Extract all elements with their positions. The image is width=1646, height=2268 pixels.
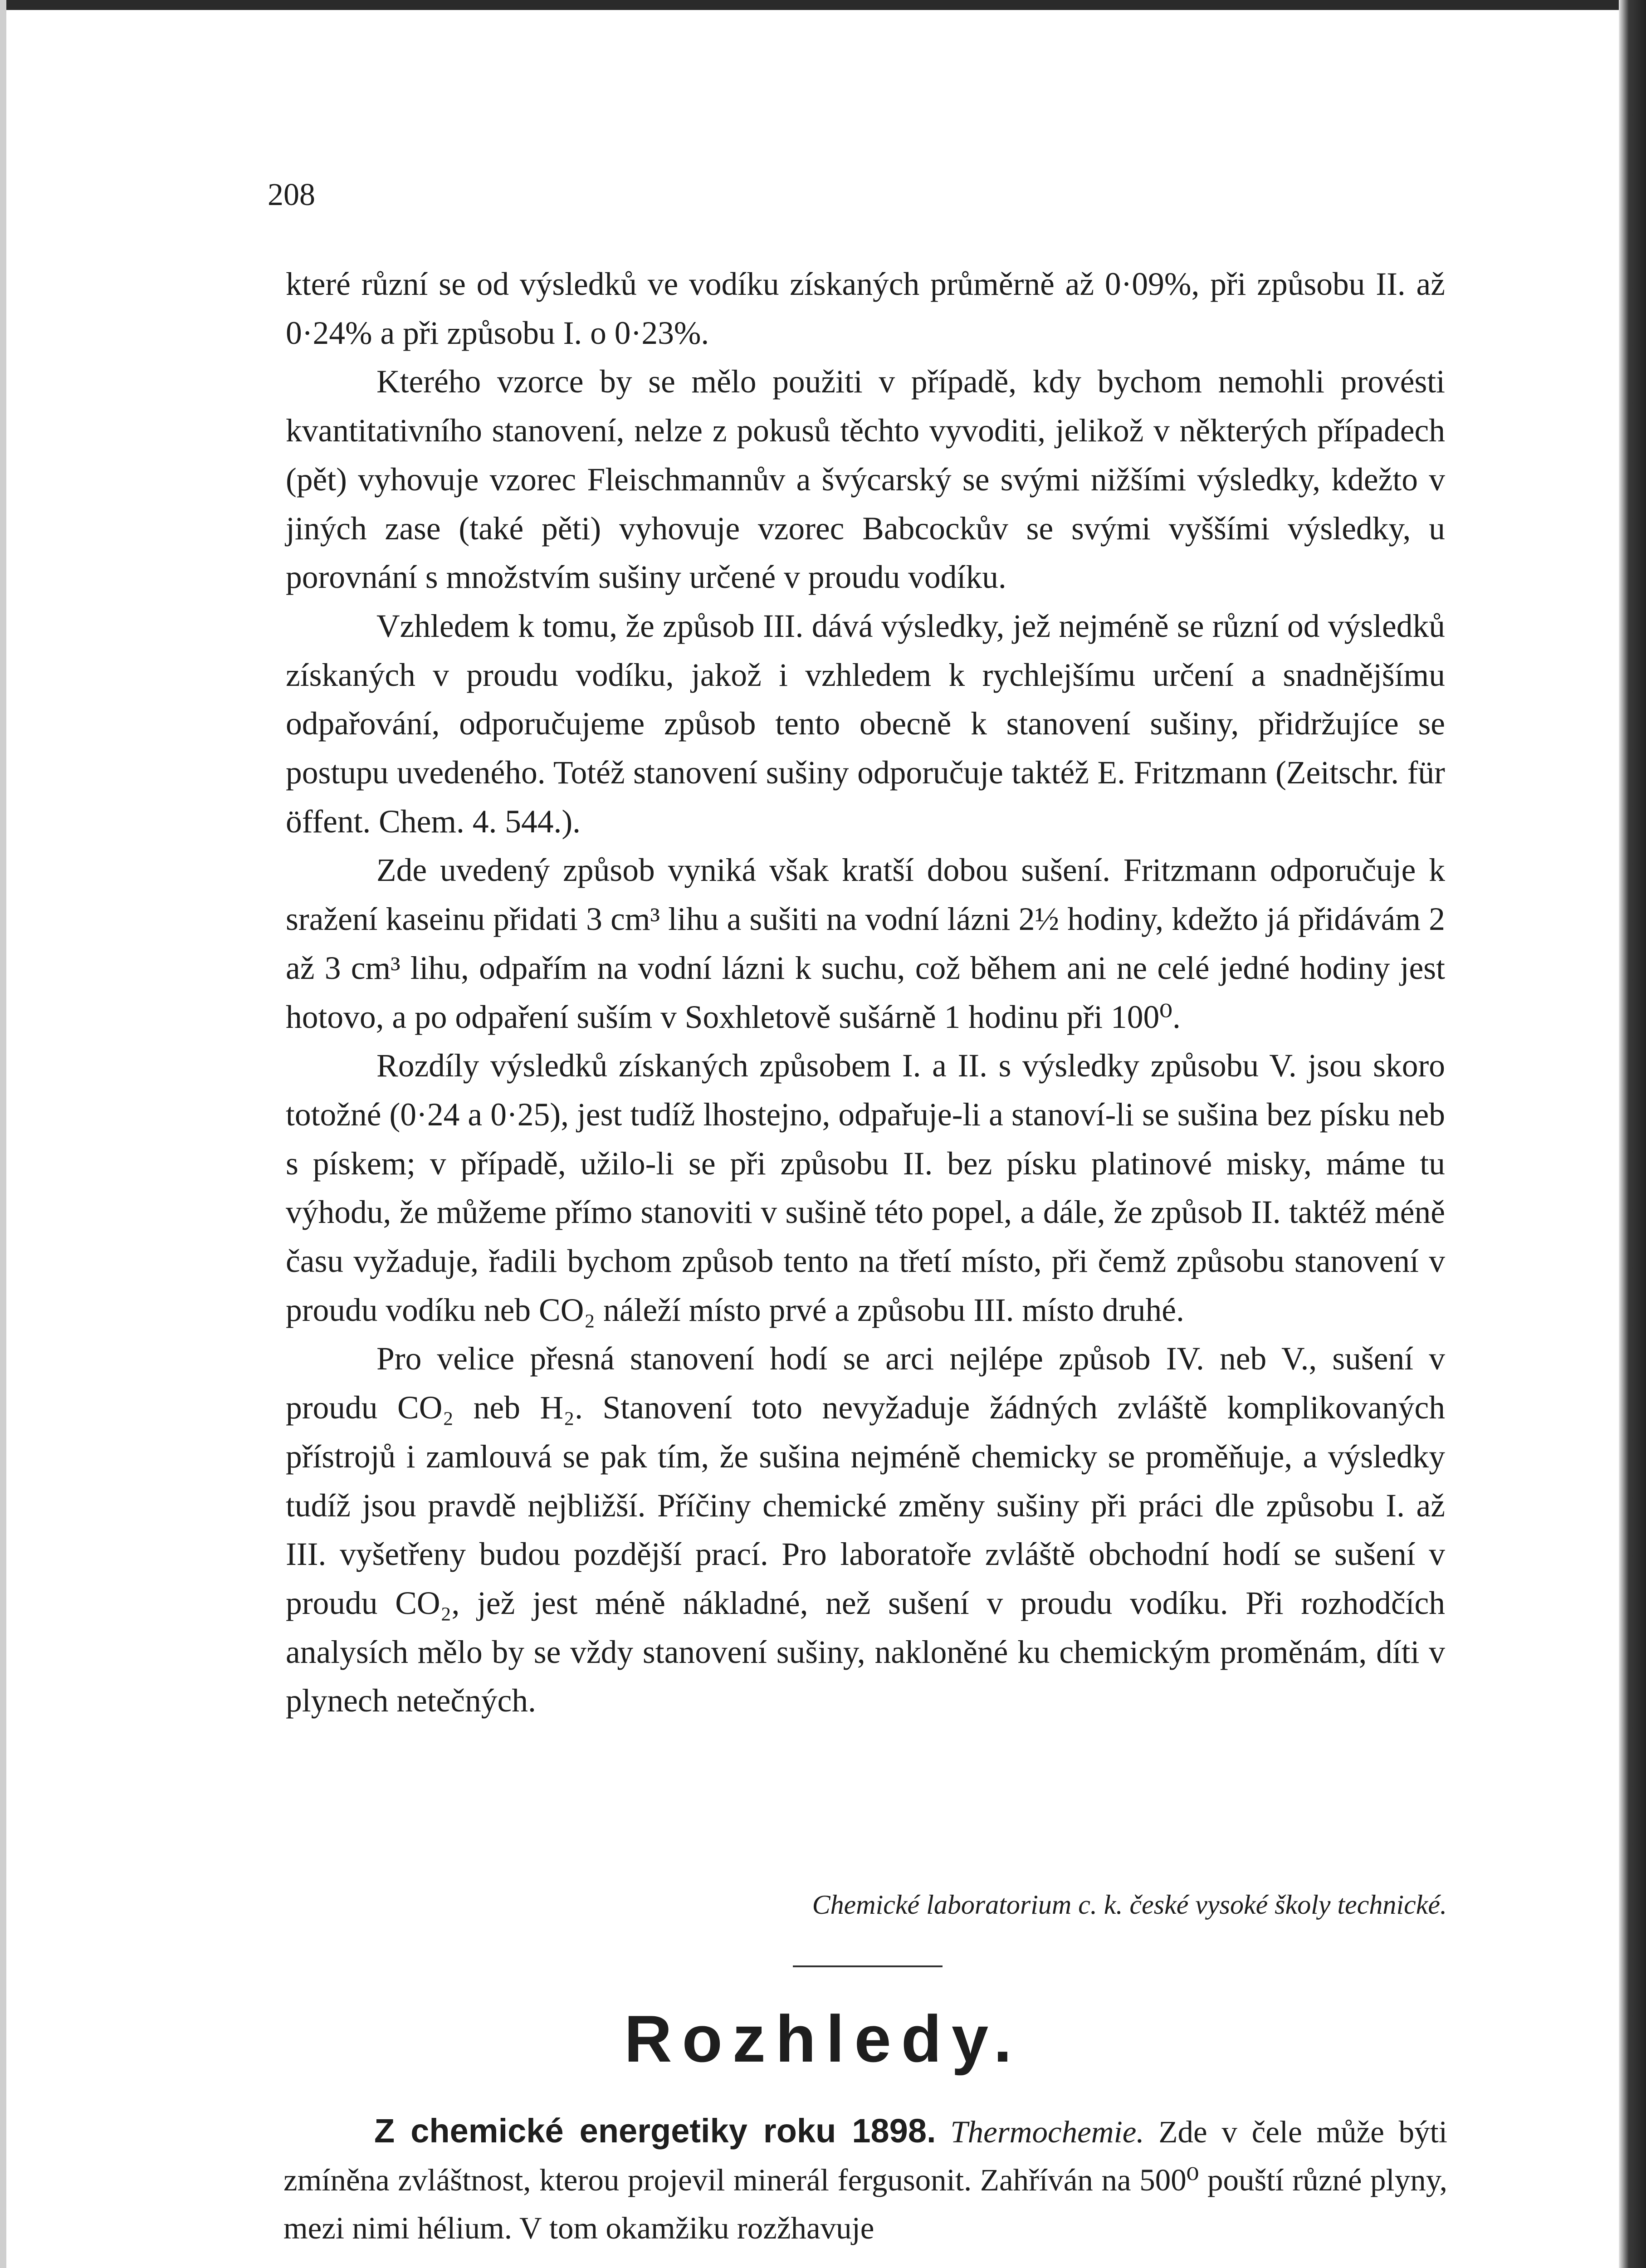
news-text: Zde v čele může býti zmíněna zvláštnost, kterou projevil minerál fergusonit. Zahříván na 500⁰ pouští různé plyny, mezi nimi hélium. V tom okamžiku rozžhavuje bbox=[283, 2115, 1448, 2245]
scan-frame-left bbox=[0, 0, 6, 2268]
news-section bbox=[283, 2107, 1447, 2252]
signature-line: Chemické laboratorium c. k. české vysoké školy technické. bbox=[812, 1890, 1447, 1920]
section-heading: Rozhledy. bbox=[624, 2002, 1022, 2076]
paragraph: Rozdíly výsledků získaných způsobem I. a II. s výsledky způsobu V. jsou skoro totožné (0·24 a 0·25), jest tudíž lhostejno, odpařuje-li a stanoví-li se sušina bez písku neb s pískem; v případě, užilo-li se při způsobu II. bez písku platinové misky, máme tu výhodu, že můžeme přímo stanoviti v sušině této popel, a dále, že způsob II. taktéž méně času vyžaduje, řadili bychom způsob tento na třetí místo, při čemž způsobu stanovení v proudu vodíku neb CO₂ náleží místo prvé a způsobu III. místo druhé. bbox=[286, 1048, 1445, 1328]
paragraph: které různí se od výsledků ve vodíku získaných průměrně až 0·09%, při způsobu II. až 0·24% a při způsobu I. o 0·23%. bbox=[286, 266, 1445, 351]
scan-frame-right bbox=[1619, 0, 1646, 2268]
paragraph: Zde uvedený způsob vyniká však kratší dobou sušení. Fritzmann odporučuje k sražení kaseinu přidati 3 cm³ lihu a sušiti na vodní lázni 2½ hodiny, kdežto já přidávám 2 až 3 cm³ lihu, odpařím na vodní lázni k suchu, což během ani ne celé jedné hodiny jest hotovo, a po odpaření suším v Soxhletově sušárně 1 hodinu při 100⁰. bbox=[286, 852, 1445, 1035]
paragraph: Vzhledem k tomu, že způsob III. dává výsledky, jež nejméně se různí od výsledků získaných v proudu vodíku, jakož i vzhledem k rychlejšímu určení a snadnějšímu odpařování, odporučujeme způsob tento obecně k stanovení sušiny, přidržujíce se postupu uvedeného. Totéž stanovení sušiny odporučuje taktéž E. Fritzmann (Zeitschr. für öffent. Chem. 4. 544.). bbox=[286, 608, 1445, 840]
paragraph: Pro velice přesná stanovení hodí se arci nejlépe způsob IV. neb V., sušení v proudu CO₂ neb H₂. Stanovení toto nevyžaduje žádných zvláště komplikovaných přístrojů i zamlouvá se pak tím, že sušina nejméně chemicky se proměňuje, a výsledky tudíž jsou pravdě nejbližší. Příčiny chemické změny sušiny při práci dle způsobu I. až III. vyšetřeny budou pozdější prací. Pro laboratoře zvláště obchodní hodí se sušení v proudu CO₂, jež jest méně nákladné, než sušení v proudu vodíku. Při rozhodčích analysích mělo by se vždy stanovení sušiny, nakloněné ku chemickým proměnám, díti v plynech netečných. bbox=[286, 1341, 1445, 1719]
page-number: 208 bbox=[268, 177, 315, 212]
scan-frame-top bbox=[0, 0, 1646, 10]
news-paragraph bbox=[283, 2107, 1447, 2252]
paragraph: Kterého vzorce by se mělo použiti v případě, kdy bychom nemohli provésti kvantitativního stanovení, nelze z pokusů těchto vyvoditi, jelikož v některých případech (pět) vyhovuje vzorec Fleischmannův a švýcarský se svými nižšími výsledky, kdežto v jiných zase (také pěti) vyhovuje vzorec Babcockův se svými vyššími výsledky, u porovnání s množstvím sušiny určené v proudu vodíku. bbox=[286, 364, 1445, 596]
article-body bbox=[286, 260, 1445, 1725]
divider bbox=[793, 1965, 943, 1967]
news-subheading: Z chemické energetiky roku 1898. bbox=[374, 2112, 936, 2150]
news-topic: Thermochemie. bbox=[950, 2115, 1144, 2149]
